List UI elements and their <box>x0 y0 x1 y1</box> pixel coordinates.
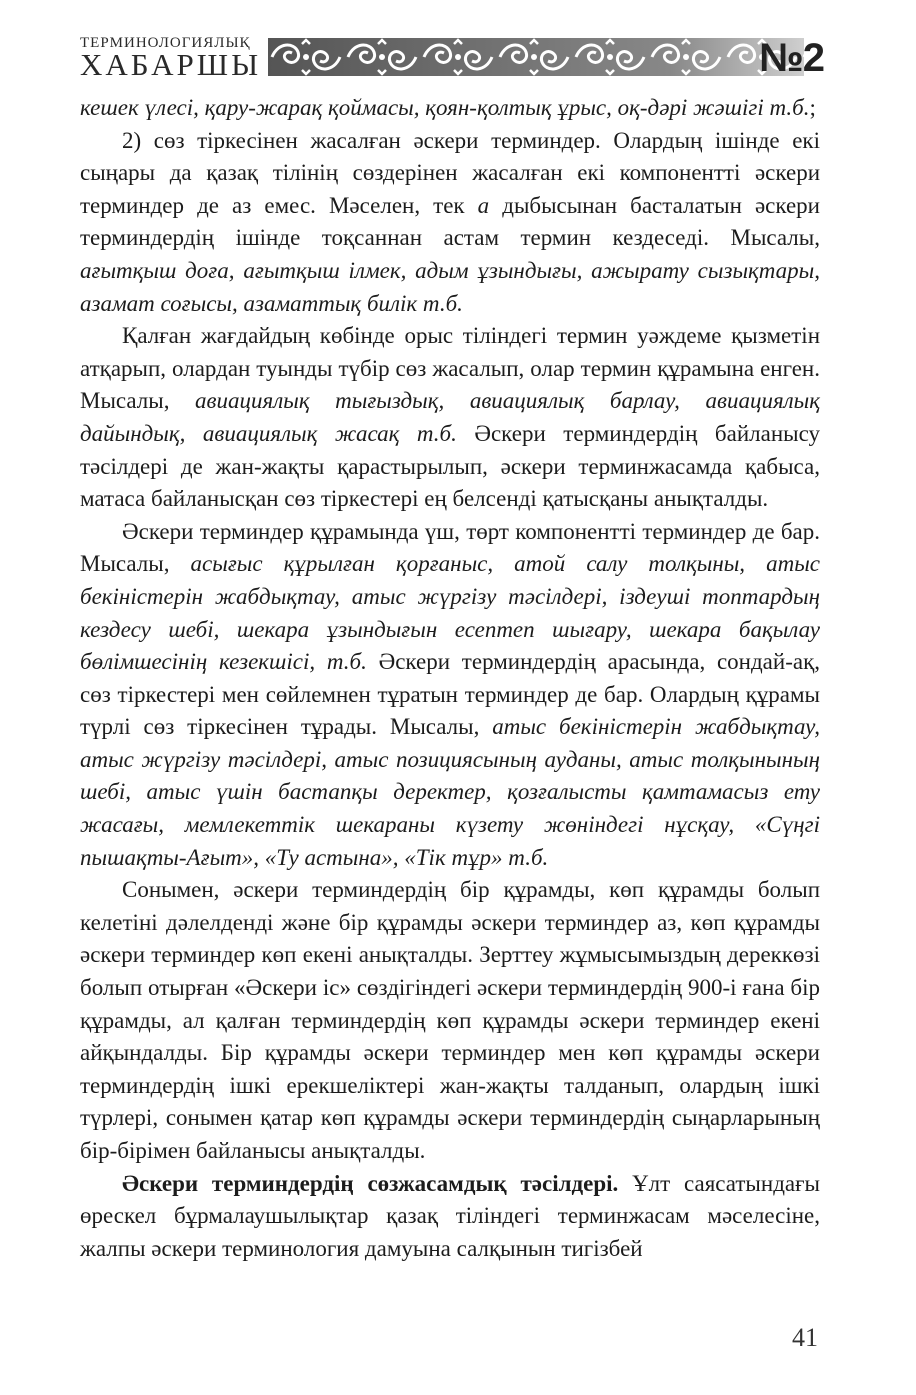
journal-title-line1: ТЕРМИНОЛОГИЯЛЫҚ <box>80 35 251 51</box>
text-run: Әскери терминдердің байланысу тәсілдері де жан-жақты қарастырылып, әскери терминжасамда қабыса, матаса байланысқан сөз тіркестері ең белсенді қатысқаны анықталды. <box>80 420 820 512</box>
ornament-band-icon <box>268 38 804 76</box>
term-examples: атыс бекіністерін жабдықтау, атыс жүргізу тәсілдері, атыс позициясының ауданы, атыс толқынының шебі, атыс үшін бастапқы деректер, қозғалысты қамтамасыз ету жасағы, мемлекеттік шекараны күзету жөніндегі нұсқау, «Сүңгі пышақты-Ағыт», «Ту астына», «Тік тұр» т.б. <box>80 714 820 870</box>
text-run: Ұлт саясатындағы өрескел бұрмалаушылықтар қазақ тіліндегі терминжасам мәселесіне, жалпы әскери терминология дамуына салқынын тигізбей <box>80 1170 820 1261</box>
paragraph <box>80 516 820 875</box>
term-examples: а <box>477 192 490 218</box>
text-run: ; <box>809 95 816 120</box>
text-run: Әскери терминдер құрамында үш, төрт компонентті терминдер де бар. Мысалы, <box>80 518 820 577</box>
paragraph <box>80 125 820 321</box>
text-run: Әскери терминдердің арасында, сондай-ақ, сөз тіркестері мен сөйлемнен тұратын терминдер де бар. Олардың құрамы түрлі сөз тіркесінен тұрады. Мысалы, <box>80 649 820 740</box>
term-examples: кешек үлесі, қару-жарақ қоймасы, қоян-қолтық ұрыс, оқ-дәрі жәшігі т.б. <box>80 95 810 120</box>
paragraph <box>80 320 820 516</box>
term-examples: ағытқыш доға, ағытқыш ілмек, адым ұзындығы, ажырату сызықтары, азамат соғысы, азаматтық билік т.б. <box>80 257 820 316</box>
journal-header <box>80 30 826 86</box>
term-examples: авиациялық тығыздық, авиациялық барлау, авиациялық дайындық, авиациялық жасақ т.б. <box>80 388 821 446</box>
article-body <box>80 92 820 1265</box>
journal-title-line2: ХАБАРШЫ <box>80 47 262 82</box>
text-run: Қалған жағдайдың көбінде орыс тіліндегі термин уәждеме қызметін атқарып, олардан туынды түбір сөз жасалып, олар термин құрамына енген. Мысалы, <box>80 323 820 414</box>
paragraph <box>80 92 820 125</box>
page-number: 41 <box>792 1323 818 1352</box>
paragraph <box>80 874 820 1167</box>
issue-number: №2 <box>759 36 824 80</box>
paragraph <box>80 1168 820 1266</box>
text-run: дыбысынан басталатын әскери терминдердің ішінде тоқсаннан астам термин кездеседі. Мысалы, <box>80 192 820 251</box>
text-run: Сонымен, әскери терминдердің бір құрамды, көп құрамды болып келетіні дәлелденді және бір құрамды әскери терминдер аз, көп құрамды әскери терминдер көп екені анықталды. Зерттеу жұмысымыздың дереккөзі болып отырған «Әскери іс» сөздігіндегі әскери терминдердің 900-і ғана бір құрамды, ал қалған терминдердің көп құрамды әскери терминдер екені айқындалды. Бір құрамды әскери терминдер мен көп құрамды әскери терминдердің ішкі ерекшеліктері жан-жақты талданып, олардың ішкі түрлері, сонымен қатар көп құрамды әскери терминдердің сыңарларының бір-бірімен байланысы анықталды. <box>80 877 820 1163</box>
term-examples: асығыс құрылған қорғаныс, атой салу толқыны, атыс бекіністерін жабдықтау, атыс жүргізу тәсілдері, іздеуші топтардың кездесу шебі, шекара ұзындығын есептеп шығару, шекара бақылау бөлімшесінің кезекшісі, т.б. <box>80 551 821 675</box>
text-run: 2) сөз тіркесінен жасалған әскери терминдер. Олардың ішінде екі сыңары да қазақ тілінің сөздерінен жасалған екі компонентті әскери терминдер де аз емес. Мәселен, тек <box>80 127 820 218</box>
section-heading: Әскери терминдердің сөзжасамдық тәсілдері. <box>122 1170 619 1196</box>
